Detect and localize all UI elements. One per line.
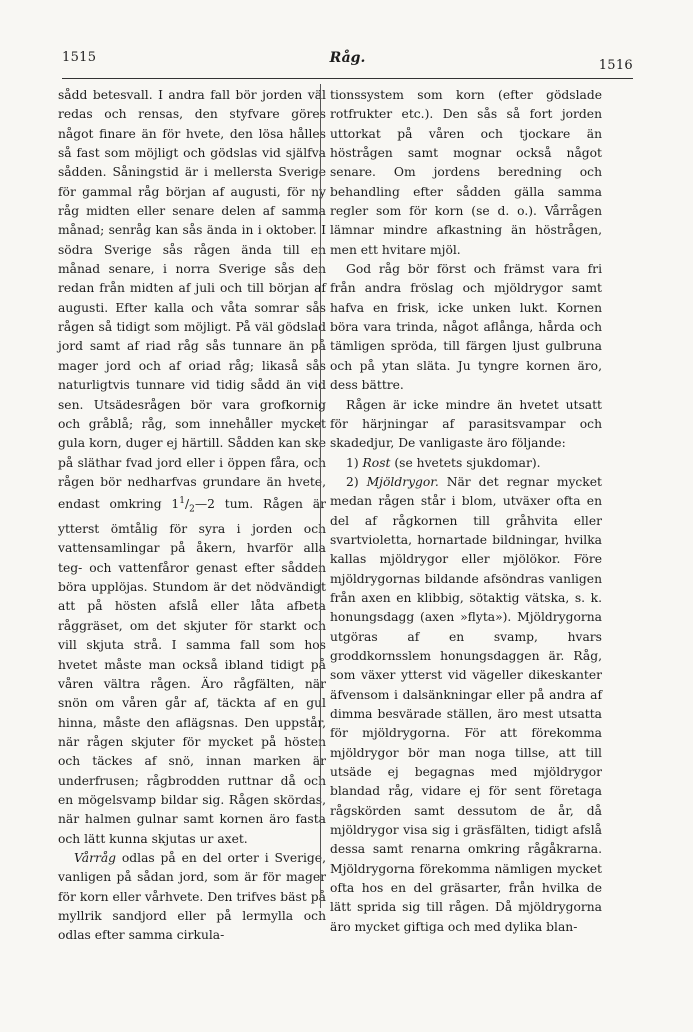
fraction-numerator: 1 bbox=[179, 496, 185, 507]
column-divider bbox=[320, 84, 321, 908]
paragraph: sådd betesvall. I andra fall bör jorden väl redas och rensas, den styfvare göres något finare än för hvete, den lösa hålles så fast som möjligt och gödslas vid själfva sådden. Såningstid är i mellersta Sverige för gammal råg början af augusti, för ny råg midten eller senare delen af samma månad; senråg kan sås ända in i oktober. I södra Sverige sås rågen ända till en månad senare, i norra Sverige sås den redan från midten af juli och till början af augusti. Efter kalla och våta somrar sås rågen så tidigt som möjligt. På väl gödslad jord samt af riad råg sås tunnare än på mager jord och af oriad råg; likaså sås naturligtvis tunnare vid tidig sådd än vid sen. Utsädesrågen bör vara grofkornig och gråblå; råg, som innehåller mycket gula korn, duger ej härtill. Sådden kan ske på släthar fvad jord eller i öppen fåra, och rågen bör nedharfvas grundare än hvete, endast omkring $1^1/_2—2$ tum. Rågen är ytterst ömtålig för syra i jorden och vattensamlingar på åkern, hvarför alla teg- och vattenfåror genast efter sådden böra upplöjas. Stundom är det nödvändigt att på hösten afslå eller låta afbeta råggräset, om det skjuter för starkt och vill skjuta strå. I samma fall som hos hvetet måste man också ibland tidigt på våren vältra rågen. Äro rågfälten, när snön om våren går af, täckta af en gul hinna, måste den aflägsnas. Den uppstår, när rågen skjuter för mycket på hösten och täckes af snö, innan marken är underfrusen; rågbrodden ruttnar då och en mögelsvamp bildar sig. Rågen skördas, när halmen gulnar samt kornen äro fasta och lätt kunna skjutas ur axet. bbox=[58, 88, 326, 846]
paragraph-text: God råg bör först och främst vara fri från andra fröslag och mjöldrygor samt hafva en frisk, icke unken lukt. Kornen böra vara trinda, något aflånga, hårda och tämligen spröda, till färgen ljust gulbruna och på ytan släta. Ju tyngre kornen äro, dess bättre. bbox=[330, 262, 602, 393]
list-number: 1) bbox=[346, 455, 359, 470]
list-number: 2) bbox=[346, 474, 359, 489]
list-item bbox=[330, 454, 602, 473]
page-header bbox=[62, 46, 633, 74]
page-number-right: 1516 bbox=[598, 58, 633, 73]
right-column bbox=[330, 86, 602, 937]
paragraph-text-cont: —2 tum. Rågen är ytterst ömtålig för syra i jorden och vattensamlingar på åkern, hvarför alla teg- och vattenfåror genast efter sådden böra upplöjas. Stundom är det nödvändigt att på hösten afslå eller låta afbeta råggräset, om det skjuter för starkt och vill skjuta strå. I samma fall som hos hvetet måste man också ibland tidigt på våren vältra rågen. Äro rågfälten, när snön om våren går af, täckta af en gul hinna, måste den aflägsnas. Den uppstår, när rågen skjuter för mycket på hösten och täckes af snö, innan marken är underfrusen; rågbrodden ruttnar då och en mögelsvamp bildar sig. Rågen skördas, när halmen gulnar samt kornen äro fasta och lätt kunna skjutas ur axet. bbox=[58, 497, 326, 846]
page-number-left: 1515 bbox=[62, 50, 97, 65]
term-italic: Rost bbox=[362, 455, 391, 470]
paragraph-text: Rågen är icke mindre än hvetet utsatt för härjningar af parasitsvampar och skadedjur, De vanligaste äro följande: bbox=[330, 397, 602, 451]
list-item bbox=[330, 473, 602, 937]
paragraph-text: odlas på en del orter i Sverige, vanligen på sådan jord, som är för mager för korn eller vårhvete. Den trifves bäst på myllrik sandjord eller på lermylla och odlas efter samma cirkula- bbox=[58, 850, 326, 943]
paragraph bbox=[330, 260, 602, 395]
fraction-denominator: 2 bbox=[189, 504, 195, 515]
left-column bbox=[58, 86, 326, 946]
list-text: (se hvetets sjukdomar). bbox=[390, 455, 541, 470]
term-italic: Mjöldrygor. bbox=[366, 474, 439, 489]
term-italic: Vårråg bbox=[74, 850, 117, 865]
header-rule bbox=[62, 78, 633, 79]
paragraph-text: sådd betesvall. I andra fall bör jorden väl redas och rensas, den styfvare göres något finare än för hvete, den lösa hålles så fast som möjligt och gödslas vid själfva sådden. Såningstid är i mellersta Sverige för gammal råg början af augusti, för ny råg midten eller senare delen af samma månad; senråg kan sås ända in i oktober. I södra Sverige sås rågen ända till en månad senare, i norra Sverige sås den redan från midten af juli och till början af augusti. Efter kalla och våta somrar sås rågen så tidigt som möjligt. På väl gödslad jord samt af riad råg sås tunnare än på mager jord och af oriad råg; likaså sås naturligtvis tunnare vid tidig sådd än vid sen. Utsädesrågen bör vara grofkornig och gråblå; råg, som innehåller mycket gula korn, duger ej härtill. Sådden kan ske på släthar fvad jord eller i öppen fåra, och rågen bör nedharfvas grundare än hvete, endast omkring 1 bbox=[58, 88, 326, 512]
list-text: När det regnar mycket medan rågen står i blom, utväxer ofta en del af rågkornen till gråhvita eller svartvioletta, hornartade bildningar, hvilka kallas mjöldrygor eller mjölökor. Före mjöldrygornas bildande afsöndras vanligen från axen en klibbig, sötaktig vätska, s. k. honungsdagg (axen »flyta»). Mjöldrygorna utgöras af en svamp, hvars groddkornsslem honungsdaggen är. Råg, som växer ytterst vid vägeller dikeskanter äfvensom i dalsänkningar eller på andra af dimma besvärade ställen, äro mest utsatta för mjöldrygorna. För att förekomma mjöldrygor bör man noga tillse, att till utsäde ej begagnas med mjöldrygor blandad råg, vidare ej för sent företaga rågskörden samt dessutom de år, då mjöldrygor visa sig i gräsfälten, tidigt afslå dessa samt renarna omkring rågåkrarna. Mjöldrygorna förekomma nämligen mycket ofta hos en del gräsarter, från hvilka de lätt sprida sig till rågen. Då mjöldrygorna äro mycket giftiga och med dylika blan- bbox=[330, 474, 602, 934]
paragraph bbox=[330, 396, 602, 454]
running-title: Råg. bbox=[329, 50, 366, 66]
paragraph bbox=[330, 86, 602, 260]
paragraph bbox=[58, 849, 326, 946]
paragraph-text: tionssystem som korn (efter gödslade rotfrukter etc.). Den sås så fort jorden uttorkat på våren och tjockare än höstrågen samt mognar också något senare. Om jordens beredning och behandling efter sådden gälla samma regler som för korn (se d. o.). Vårrågen lämnar mindre afkastning än höstrågen, men ett hvitare mjöl. bbox=[330, 88, 602, 257]
